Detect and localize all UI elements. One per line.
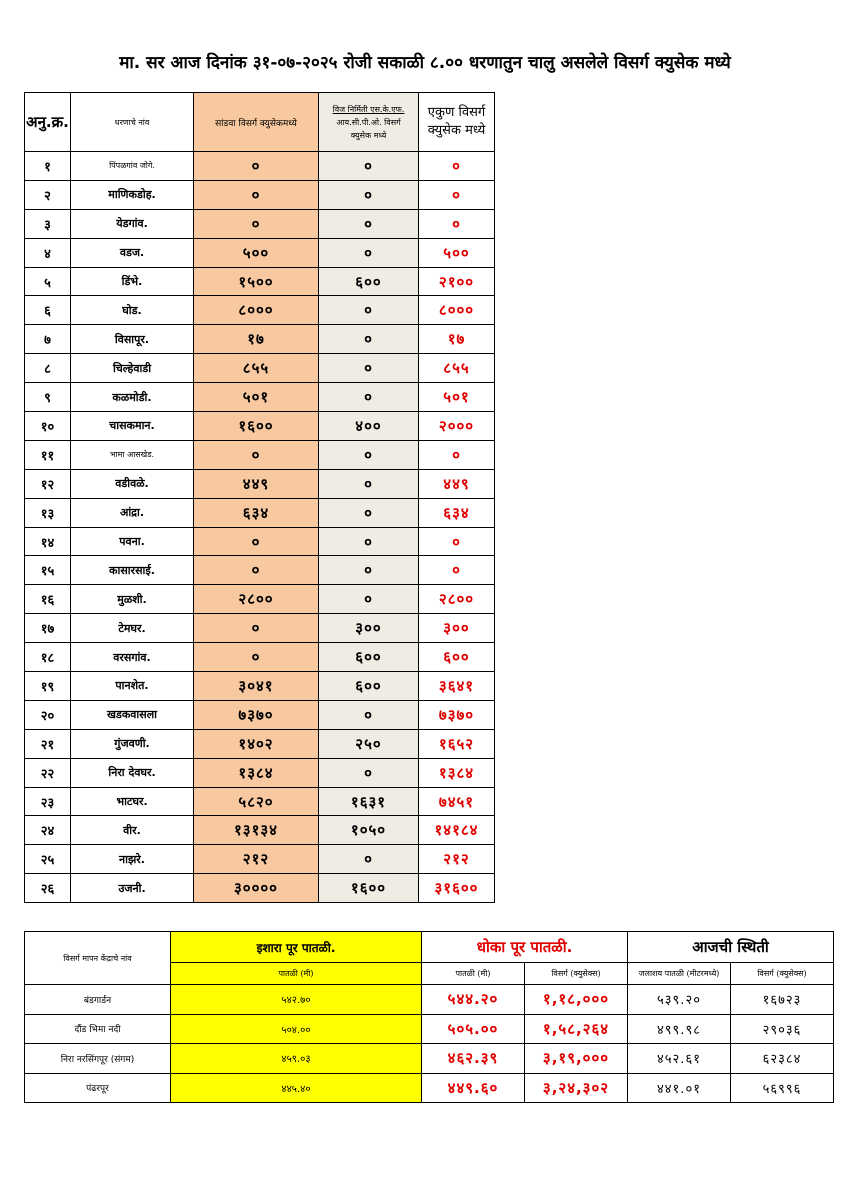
subheader-danger-discharge: विसर्ग (क्युसेक्स) — [525, 963, 628, 985]
cell-dam-name: पिंपळगांव जोगे. — [71, 152, 194, 181]
table-row — [25, 787, 495, 816]
cell-danger-level: ४४९.६० — [422, 1073, 525, 1103]
cell-spillway: ८५५ — [194, 354, 319, 383]
cell-sr: १ — [25, 152, 71, 181]
cell-dam-name: येडगांव. — [71, 209, 194, 238]
cell-power: ० — [319, 556, 419, 585]
header-spillway: सांडवा विसर्ग क्युसेकमध्ये — [194, 93, 319, 152]
table-row — [25, 985, 834, 1015]
cell-sr: २ — [25, 180, 71, 209]
page-title: मा. सर आज दिनांक ३१-०७-२०२५ रोजी सकाळी ८.०० धरणातुन चालु असलेले विसर्ग क्युसेक मध्ये — [119, 53, 731, 73]
cell-spillway: ३०४१ — [194, 672, 319, 701]
cell-total: १४१८४ — [419, 816, 495, 845]
cell-sr: ६ — [25, 296, 71, 325]
cell-danger-level: ५४४.२० — [422, 985, 525, 1015]
cell-station: दौंड भिमा नदी — [25, 1014, 171, 1044]
cell-spillway: ० — [194, 152, 319, 181]
cell-dam-name: नाझरे. — [71, 845, 194, 874]
cell-spillway: १५०० — [194, 267, 319, 296]
cell-station: बंडगार्डन — [25, 985, 171, 1015]
header-today-status: आजची स्थिती — [628, 932, 834, 963]
cell-total: ० — [419, 527, 495, 556]
cell-dam-name: वडज. — [71, 238, 194, 267]
table-row — [25, 1073, 834, 1103]
cell-power: ० — [319, 209, 419, 238]
cell-dam-name: खडकवासला — [71, 700, 194, 729]
header-station: विसर्ग मापन केंद्राचे नांव — [25, 932, 171, 985]
table-row — [25, 556, 495, 585]
subheader-today-level: जलाशय पातळी (मीटरमध्ये) — [628, 963, 731, 985]
flood-level-table — [24, 931, 834, 1103]
cell-total: ८००० — [419, 296, 495, 325]
cell-danger-discharge: १,५८,२६४ — [525, 1014, 628, 1044]
cell-power: ६०० — [319, 672, 419, 701]
cell-spillway: ८००० — [194, 296, 319, 325]
cell-today-discharge: २९०३६ — [731, 1014, 834, 1044]
cell-power: ० — [319, 469, 419, 498]
cell-total: ० — [419, 556, 495, 585]
header-power-line1: विज निर्मिती एस.के.एफ. — [332, 104, 405, 114]
cell-total: ० — [419, 180, 495, 209]
table-row — [25, 527, 495, 556]
cell-sr: १६ — [25, 585, 71, 614]
cell-power: ० — [319, 325, 419, 354]
cell-power: ४०० — [319, 412, 419, 441]
cell-power: ० — [319, 180, 419, 209]
cell-sr: २४ — [25, 816, 71, 845]
cell-spillway: ० — [194, 614, 319, 643]
cell-total: १६५२ — [419, 729, 495, 758]
cell-danger-level: ४६२.३९ — [422, 1044, 525, 1074]
table-row — [25, 469, 495, 498]
table-row — [25, 700, 495, 729]
cell-spillway: ० — [194, 527, 319, 556]
cell-total: ३१६०० — [419, 874, 495, 903]
cell-spillway: ५०० — [194, 238, 319, 267]
cell-sr: २१ — [25, 729, 71, 758]
cell-danger-level: ५०५.०० — [422, 1014, 525, 1044]
cell-spillway: १३१३४ — [194, 816, 319, 845]
cell-spillway: ० — [194, 209, 319, 238]
cell-warning-level: ५०४.०० — [171, 1014, 422, 1044]
subheader-danger-level: पातळी (मी) — [422, 963, 525, 985]
cell-total: ४४९ — [419, 469, 495, 498]
cell-power: ० — [319, 700, 419, 729]
cell-spillway: ६३४ — [194, 498, 319, 527]
cell-dam-name: भामा आसखेड. — [71, 440, 194, 469]
table-row — [25, 672, 495, 701]
table-row — [25, 325, 495, 354]
header-sr: अनु.क्र. — [25, 93, 71, 152]
table-row — [25, 1014, 834, 1044]
cell-sr: २५ — [25, 845, 71, 874]
table-row — [25, 209, 495, 238]
cell-warning-level: ५४२.७० — [171, 985, 422, 1015]
cell-spillway: ० — [194, 643, 319, 672]
cell-spillway: १७ — [194, 325, 319, 354]
cell-dam-name: पवना. — [71, 527, 194, 556]
cell-warning-level: ४५९.०३ — [171, 1044, 422, 1074]
cell-spillway: ० — [194, 440, 319, 469]
table-row — [25, 816, 495, 845]
cell-dam-name: वडीवळे. — [71, 469, 194, 498]
cell-power: ६०० — [319, 643, 419, 672]
flood-header-row — [25, 932, 834, 963]
cell-sr: ११ — [25, 440, 71, 469]
cell-dam-name: वीर. — [71, 816, 194, 845]
table-row — [25, 412, 495, 441]
subheader-warning-level: पातळी (मी) — [171, 963, 422, 985]
cell-power: २५० — [319, 729, 419, 758]
cell-total: २००० — [419, 412, 495, 441]
cell-total: ७४५१ — [419, 787, 495, 816]
cell-dam-name: माणिकडोह. — [71, 180, 194, 209]
cell-sr: २६ — [25, 874, 71, 903]
header-dam: धरणाचे नांव — [71, 93, 194, 152]
header-total-line1: एकुण विसर्ग — [427, 105, 486, 120]
cell-today-level: ४४१.०१ — [628, 1073, 731, 1103]
cell-total: ७३७० — [419, 700, 495, 729]
cell-danger-discharge: ३,२४,३०२ — [525, 1073, 628, 1103]
cell-sr: ९ — [25, 383, 71, 412]
table-row — [25, 498, 495, 527]
cell-sr: २३ — [25, 787, 71, 816]
cell-dam-name: घोड. — [71, 296, 194, 325]
cell-dam-name: टेमघर. — [71, 614, 194, 643]
cell-today-level: ५३९.२० — [628, 985, 731, 1015]
cell-sr: १२ — [25, 469, 71, 498]
cell-dam-name: विसापूर. — [71, 325, 194, 354]
cell-dam-name: भाटघर. — [71, 787, 194, 816]
table-row — [25, 585, 495, 614]
cell-power: ० — [319, 498, 419, 527]
cell-spillway: २८०० — [194, 585, 319, 614]
subheader-today-discharge: विसर्ग (क्युसेक्स) — [731, 963, 834, 985]
cell-power: ० — [319, 585, 419, 614]
cell-power: ६०० — [319, 267, 419, 296]
cell-power: १०५० — [319, 816, 419, 845]
cell-sr: १३ — [25, 498, 71, 527]
cell-sr: १७ — [25, 614, 71, 643]
header-total-line2: क्युसेक मध्ये — [427, 123, 486, 138]
cell-total: २१०० — [419, 267, 495, 296]
cell-sr: ४ — [25, 238, 71, 267]
header-power — [319, 93, 419, 152]
cell-power: ० — [319, 440, 419, 469]
cell-dam-name: मुळशी. — [71, 585, 194, 614]
cell-sr: ७ — [25, 325, 71, 354]
table-row — [25, 1044, 834, 1074]
table-row — [25, 614, 495, 643]
table-row — [25, 440, 495, 469]
cell-total: १७ — [419, 325, 495, 354]
cell-spillway: १४०२ — [194, 729, 319, 758]
header-power-line3: क्युसेक मध्ये — [350, 130, 387, 140]
cell-sr: १० — [25, 412, 71, 441]
table-row — [25, 180, 495, 209]
cell-sr: २० — [25, 700, 71, 729]
cell-sr: १९ — [25, 672, 71, 701]
cell-power: ० — [319, 383, 419, 412]
cell-today-discharge: १६७२३ — [731, 985, 834, 1015]
cell-spillway: ७३७० — [194, 700, 319, 729]
table-row — [25, 354, 495, 383]
cell-dam-name: चासकमान. — [71, 412, 194, 441]
cell-spillway: १३८४ — [194, 758, 319, 787]
table-row — [25, 267, 495, 296]
cell-spillway: ० — [194, 180, 319, 209]
cell-dam-name: गुंजवणी. — [71, 729, 194, 758]
cell-today-level: ४९९.९८ — [628, 1014, 731, 1044]
table-row — [25, 296, 495, 325]
cell-dam-name: निरा देवघर. — [71, 758, 194, 787]
cell-dam-name: कळमोडी. — [71, 383, 194, 412]
cell-sr: ३ — [25, 209, 71, 238]
cell-total: ३६४१ — [419, 672, 495, 701]
cell-power: ३०० — [319, 614, 419, 643]
cell-power: १६०० — [319, 874, 419, 903]
table-row — [25, 729, 495, 758]
table-row — [25, 874, 495, 903]
cell-warning-level: ४४५.४० — [171, 1073, 422, 1103]
cell-station: निरा नरसिंगपूर (संगम) — [25, 1044, 171, 1074]
cell-dam-name: आंद्रा. — [71, 498, 194, 527]
cell-sr: १८ — [25, 643, 71, 672]
cell-power: ० — [319, 238, 419, 267]
table-header-row — [25, 93, 495, 152]
table-row — [25, 238, 495, 267]
cell-total: ५०१ — [419, 383, 495, 412]
cell-dam-name: चिल्हेवाडी — [71, 354, 194, 383]
cell-total: ३०० — [419, 614, 495, 643]
cell-today-discharge: ५६९९६ — [731, 1073, 834, 1103]
cell-total: २१२ — [419, 845, 495, 874]
cell-power: ० — [319, 152, 419, 181]
cell-spillway: ५०१ — [194, 383, 319, 412]
cell-total: ६०० — [419, 643, 495, 672]
cell-dam-name: वरसगांव. — [71, 643, 194, 672]
cell-power: ० — [319, 758, 419, 787]
header-danger-level: धोका पूर पातळी. — [422, 932, 628, 963]
cell-total: ८५५ — [419, 354, 495, 383]
cell-total: ५०० — [419, 238, 495, 267]
cell-spillway: ५८२० — [194, 787, 319, 816]
cell-total: ० — [419, 209, 495, 238]
cell-power: ० — [319, 527, 419, 556]
cell-total: २८०० — [419, 585, 495, 614]
table-row — [25, 758, 495, 787]
header-warning-level: इशारा पूर पातळी. — [171, 932, 422, 963]
header-total — [419, 93, 495, 152]
table-row — [25, 152, 495, 181]
cell-dam-name: कासारसाई. — [71, 556, 194, 585]
table-row — [25, 643, 495, 672]
cell-spillway: २१२ — [194, 845, 319, 874]
dam-discharge-table — [24, 92, 495, 903]
cell-spillway: १६०० — [194, 412, 319, 441]
cell-danger-discharge: १,१८,००० — [525, 985, 628, 1015]
cell-total: ० — [419, 440, 495, 469]
cell-sr: १५ — [25, 556, 71, 585]
cell-total: १३८४ — [419, 758, 495, 787]
cell-today-level: ४५२.६१ — [628, 1044, 731, 1074]
cell-sr: ५ — [25, 267, 71, 296]
cell-spillway: ० — [194, 556, 319, 585]
cell-power: ० — [319, 296, 419, 325]
cell-sr: १४ — [25, 527, 71, 556]
cell-power: ० — [319, 845, 419, 874]
cell-total: ० — [419, 152, 495, 181]
cell-sr: २२ — [25, 758, 71, 787]
cell-power: ० — [319, 354, 419, 383]
cell-danger-discharge: ३,१९,००० — [525, 1044, 628, 1074]
table-row — [25, 845, 495, 874]
cell-spillway: ३०००० — [194, 874, 319, 903]
table-row — [25, 383, 495, 412]
cell-sr: ८ — [25, 354, 71, 383]
cell-dam-name: पानशेत. — [71, 672, 194, 701]
cell-station: पंढरपूर — [25, 1073, 171, 1103]
header-power-line2: आय.सी.पी.ओ. विसर्ग — [336, 117, 401, 127]
cell-spillway: ४४९ — [194, 469, 319, 498]
cell-power: १६३१ — [319, 787, 419, 816]
cell-dam-name: डिंभे. — [71, 267, 194, 296]
cell-total: ६३४ — [419, 498, 495, 527]
cell-dam-name: उजनी. — [71, 874, 194, 903]
cell-today-discharge: ६२३८४ — [731, 1044, 834, 1074]
